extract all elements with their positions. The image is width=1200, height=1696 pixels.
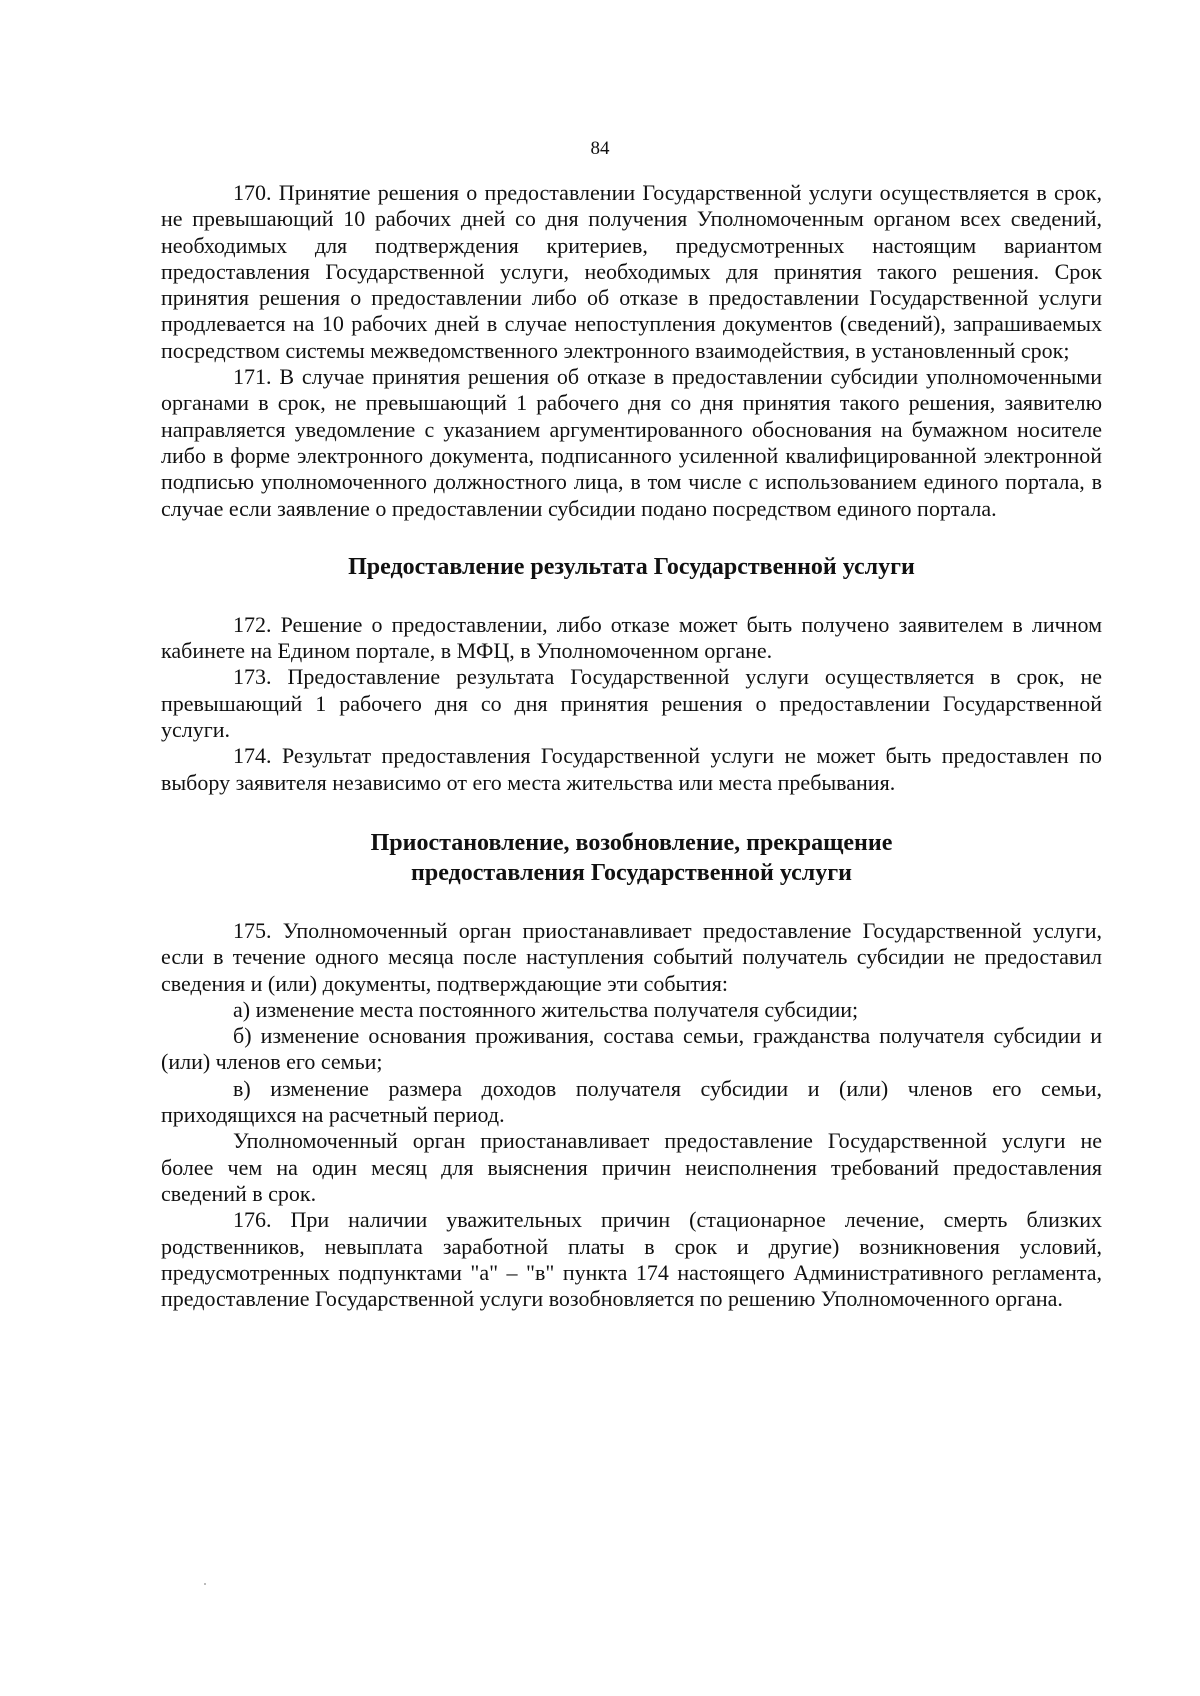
document-body (161, 180, 1102, 1312)
paragraph-170: 170. Принятие решения о предоставлении Государственной услуги осуществляется в срок, не превышающий 10 рабочих дней со дня получения Уполномоченным органом всех сведений, необходимых для подтверждения критериев, предусмотренных настоящим вариантом предоставления Государственной услуги, необходимых для принятия такого решения. Срок принятия решения о предоставлении либо об отказе в предоставлении Государственной услуги продлевается на 10 рабочих дней в случае непоступления документов (сведений), запрашиваемых посредством системы межведомственного электронного взаимодействия, в установленный срок; (161, 180, 1102, 363)
paragraph-175: 175. Уполномоченный орган приостанавливает предоставление Государственной услуги, если в течение одного месяца после наступления событий получатель субсидии не предоставил сведения и (или) документы, подтверждающие эти события: (161, 917, 1102, 996)
paragraph-174: 174. Результат предоставления Государственной услуги не может быть предоставлен по выбору заявителя независимо от его места жительства или места пребывания. (161, 743, 1102, 795)
paragraph-176: 176. При наличии уважительных причин (стационарное лечение, смерть близких родственников, невыплата заработной платы в срок и другие) возникновения условий, предусмотренных подпунктами "а" – "в" пункта 174 настоящего Административного регламента, предоставление Государственной услуги возобновляется по решению Уполномоченного органа. (161, 1207, 1102, 1312)
list-item-a: а) изменение места постоянного жительства получателя субсидии; (233, 996, 859, 1022)
list-item-v: в) изменение размера доходов получателя субсидии и (или) членов его семьи, приходящихся на расчетный период. (161, 1075, 1102, 1128)
list-item-b: б) изменение основания проживания, состава семьи, гражданства получателя субсидии и (или) членов его семьи; (161, 1023, 1102, 1075)
section-heading-result: Предоставление результата Государственной услуги (348, 553, 915, 580)
paragraph-171: 171. В случае принятия решения об отказе в предоставлении субсидии уполномоченными органами в срок, не превышающий 1 рабочего дня со дня принятия такого решения, заявителю направляется уведомление с указанием аргументированного обоснования на бумажном носителе либо в форме электронного документа, подписанного усиленной квалифицированной электронной подписью уполномоченного должностного лица, в том числе с использованием единого портала, в случае если заявление о предоставлении субсидии подано посредством единого портала. (161, 364, 1102, 521)
section-heading-suspension-line-1: Приостановление, возобновление, прекращение (370, 829, 893, 856)
paragraph-173: 173. Предоставление результата Государственной услуги осуществляется в срок, не превышающий 1 рабочего дня со дня принятия решения о предоставлении Государственной услуги. (161, 664, 1102, 743)
page-number: 84 (590, 138, 610, 159)
scan-speck (204, 1583, 206, 1585)
section-heading-suspension-line-2: предоставления Государственной услуги (411, 859, 852, 886)
paragraph-172: 172. Решение о предоставлении, либо отказе может быть получено заявителем в личном кабинете на Едином портале, в МФЦ, в Уполномоченном органе. (161, 611, 1102, 664)
paragraph-suspension-term: Уполномоченный орган приостанавливает предоставление Государственной услуги не более чем на один месяц для выяснения причин неисполнения требований предоставления сведений в срок. (161, 1128, 1102, 1206)
section-heading-suspension (161, 828, 1102, 888)
